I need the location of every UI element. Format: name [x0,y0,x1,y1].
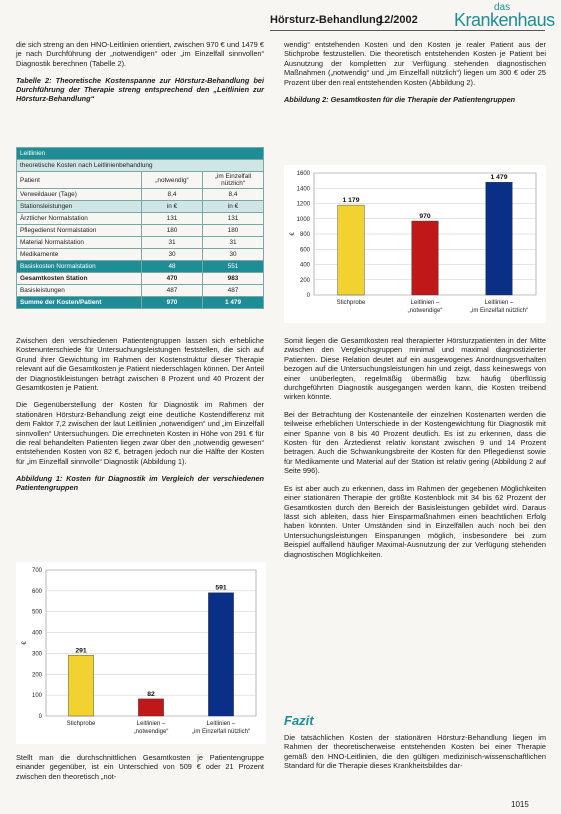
table-head-1: Leitlinien [17,148,264,160]
diagnostic-cost-chart [16,562,266,744]
data-label: 591 [215,584,227,592]
paragraph: Stellt man die durchschnittlichen Gesamtkosten je Patientengruppe einander gegenüber, ist ein Unterschied von 509 € oder 21 Prozent zwischen den theoretisch „not- [16,753,264,781]
running-title: Hörsturz-Behandlung [270,14,383,26]
table-head-2: theoretische Kosten nach Leitlinienbehandlung [17,160,264,172]
table-head-row [17,148,264,160]
paragraph: Es ist aber auch zu erkennen, dass im Rahmen der gegebenen Möglichkeiten einer stationären Therapie der größte Kostenblock mit 34 bis 62 Prozent der Gesamtkosten durch den Bereich der Basisleistungen gebildet wird. Daraus lässt sich ableiten, dass hier Einsparmaßnahmen einen beachtlichen Erfolg haben könnten. Unter Umständen sind in Einzelfällen auch noch bei den Untersuchungsleistungen Einsparungen möglich, insbesondere bei zum Beispiel auffallend häufiger Maximal-Ausnutzung der zur Verfügung stehenden diagnostischen Möglichkeiten. [284,483,546,559]
table-row [17,249,264,261]
row-label: Pflegedienst Normalstation [17,225,142,237]
col-header-notwendig: „notwendig“ [142,172,203,189]
data-label: 1 179 [342,197,360,205]
y-tick-label: 800 [299,232,310,238]
right-column-top [284,40,546,112]
y-axis-label: € [22,641,28,645]
y-tick-label: 200 [31,672,42,679]
table-row [17,237,264,249]
cell-a: 31 [142,237,203,249]
left-column-top [16,40,264,111]
page-number: 1015 [511,800,529,809]
x-tick-label: Leitlinien – [484,300,514,306]
y-tick-label: 0 [306,293,310,299]
table-row [17,213,264,225]
paragraph: Die tatsächlichen Kosten der stationären Hörsturz-Behandlung liegen im Rahmen der theoretischerweise entstehenden Kosten bei einer Therapie gemäß den HNO-Leitlinien, die den gültigen medizinisch-wissenschaftlichen Standard für die Therapie dieses Krankheitsbildes dar- [284,733,546,771]
table-row [17,201,264,213]
cell-a: 30 [142,249,203,261]
x-tick-label: „notwendige“ [133,729,169,735]
y-tick-label: 600 [299,247,310,254]
bar [138,699,163,716]
row-label: Material Normalstation [17,237,142,249]
x-tick-label: „notwendige“ [407,308,443,314]
chart-caption: Abbildung 2: Gesamtkosten für die Therapie der Patientengruppen [284,95,516,105]
cell-a: in € [142,201,203,213]
bar [338,205,365,295]
cell-b: 31 [203,237,264,249]
paragraph: Bei der Betrachtung der Kostenanteile der einzelnen Kostenarten werden die teilweise erheblichen Unterschiede in der Kostengewichtung für Diagnostik mit einer Spanne von 8 bis 40 Prozent deutlich. Es ist zu erkennen, dass die Kosten für den Ärztedienst relativ konstant zwischen 9 und 14 Prozent betragen. Auch die Schwankungsbreite der Kosten für den Pflegedienst sowie für Medikamente und Material auf der Station ist relativ gering (Abbildung 2 auf Seite 996). [284,409,546,476]
brand-prefix: das [494,2,511,13]
paragraph: Somit liegen die Gesamtkosten real therapierter Hörsturzpatienten in der Mitte zwischen den Vergleichsgruppen minimal und maximal diagnostizierter Patienten. Diese Relation deutet auf ein ausgewogenes Anordnungsverhalten bezogen auf die Untersuchungsleistungen hin und zeigt, dass keineswegs von einer unüberlegten, regelmäßig übermäßig bzw. häufig überflüssig durchgeführten Diagnostik ausgegangen werden kann, die Kosten treibend wirken könnte. [284,336,546,402]
x-tick-label: „im Einzelfall nützlich“ [469,308,529,314]
row-label: Basiskosten Normalstation [17,261,142,273]
y-tick-label: 1200 [296,201,310,208]
cell-b: 1 479 [203,297,264,309]
data-label: 970 [419,213,431,221]
section-heading-fazit: Fazit [284,713,314,728]
table-column-row [17,172,264,189]
cell-b: 131 [203,213,264,225]
cell-b: 180 [203,225,264,237]
x-tick-label: „im Einzelfall nützlich“ [191,729,251,735]
total-cost-chart [284,165,546,323]
cell-a: 48 [142,261,203,273]
cell-b: in € [203,201,264,213]
chart-svg [16,562,266,744]
y-tick-label: 600 [31,588,42,595]
cell-a: 487 [142,285,203,297]
chart-svg [284,165,546,323]
data-label: 291 [75,647,87,655]
x-tick-label: Leitlinien – [410,300,440,306]
paragraph: die sich streng an den HNO-Leitlinien orientiert, zwischen 970 € und 1479 € je nach Durchführung der „notwendigen“ oder „im Einzelfall sinnvollen“ Diagnostik berechnen (Tabelle 2). [16,40,264,68]
row-label: Medikamente [17,249,142,261]
bar [486,182,513,295]
table-row [17,189,264,201]
table-row [17,225,264,237]
row-label: Gesamtkosten Station [17,273,142,285]
y-tick-label: 700 [31,568,42,574]
y-tick-label: 300 [31,651,42,658]
row-label: Summe der Kosten/Patient [17,297,142,309]
x-tick-label: Leitlinien – [136,721,166,727]
page-header [0,0,561,34]
paragraph: wendig“ entstehenden Kosten und den Kosten je realer Patient aus der Stichprobe festzustellen. Die theoretisch entstehenden Kosten je Patient bei Ausnutzung der kompletten zur Verfügung stehenden diagnostischen Maßnahmen („notwendig“ und „im Einzelfall nützlich“) liegen um 300 € oder 25 Prozent über den real entstehenden Kosten (Abbildung 2). [284,40,546,87]
x-tick-label: Stichprobe [66,721,96,727]
table-head-row [17,160,264,172]
cell-b: 487 [203,285,264,297]
row-label: Stationsleistungen [17,201,142,213]
cell-a: 470 [142,273,203,285]
cell-b: 30 [203,249,264,261]
data-label: 82 [147,690,155,698]
bar [68,655,93,716]
data-label: 1 479 [490,174,508,182]
cost-table [16,147,264,309]
cell-b: 551 [203,261,264,273]
x-tick-label: Stichprobe [336,300,366,306]
x-tick-label: Leitlinien – [206,721,236,727]
y-tick-label: 1600 [296,171,310,177]
y-tick-label: 400 [31,630,42,637]
row-label: Ärztlicher Normalstation [17,213,142,225]
issue-number: 12/2002 [378,14,418,26]
paragraph: Zwischen den verschiedenen Patientengruppen lassen sich erhebliche Kostenunterschiede für Untersuchungsleistungen feststellen, die sich auf Grund ihrer Gewichtung im Rahmen der Kostenstruktur dieser Therapie relevant auf die Gesamtkosten je Patient niederschlagen können. Der Anteil der Diagnostikleistungen beträgt zwischen 8 Prozent und 40 Prozent der Gesamtkosten je Patient. [16,336,264,393]
col-header-einzelfall: „im Einzelfall nützlich“ [203,172,264,189]
row-label: Basisleistungen [17,285,142,297]
bar [208,593,233,716]
table-total-row [17,297,264,309]
brand-logo: Krankenhaus [454,10,555,30]
y-tick-label: 1400 [296,186,310,193]
paragraph: Die Gegenüberstellung der Kosten für Diagnostik im Rahmen der stationären Hörsturz-Behandlung zeigt eine deutliche Kostendifferenz mit dem Faktor 7,2 zwischen der laut Leitlinien „notwendigen“ und „im Einzelfall sinnvollen“ Untersuchungen. Die errechneten Kosten in Höhe von 291 € für die real behandelten Patienten liegen zwar über den „notwendig gewesen“ entstehenden Kosten von 82 €, betragen jedoch nur die Hälfte der Kosten für „im Einzelfall sinnvolle“ Diagnostik (Abbildung 1). [16,400,264,466]
table-row [17,285,264,297]
col-header-patient: Patient [17,172,142,189]
y-tick-label: 200 [299,277,310,284]
table-row [17,261,264,273]
y-tick-label: 500 [31,609,42,616]
y-axis-label: € [290,232,296,236]
cell-a: 131 [142,213,203,225]
cell-a: 8,4 [142,189,203,201]
table-row [17,273,264,285]
cell-b: 983 [203,273,264,285]
left-column-bottom [16,753,264,789]
y-tick-label: 1000 [296,216,310,223]
right-column-body [284,336,546,567]
y-tick-label: 400 [299,262,310,269]
header-rule [270,30,545,31]
y-tick-label: 100 [31,693,42,700]
y-tick-label: 0 [38,714,42,720]
cell-b: 8,4 [203,189,264,201]
cell-a: 970 [142,297,203,309]
row-label: Verweildauer (Tage) [17,189,142,201]
table-caption: Tabelle 2: Theoretische Kostenspanne zur Hörsturz-Behandlung bei Durchführung der Therapie streng entsprechend den „Leitlinien zur Hörsturz-Behandlung“ [16,76,264,104]
left-column-middle [16,336,264,500]
chart-caption: Abbildung 1: Kosten für Diagnostik im Vergleich der verschiedenen Patientengruppen [16,474,264,493]
cell-a: 180 [142,225,203,237]
right-column-bottom [284,733,546,779]
bar [412,221,439,295]
